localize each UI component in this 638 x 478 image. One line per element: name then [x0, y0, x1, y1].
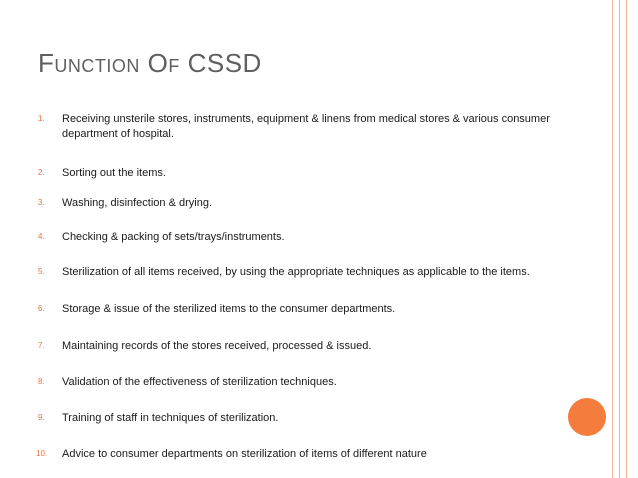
list-item-number: 4.	[38, 232, 45, 241]
list-item-text: Washing, disinfection & drying.	[62, 197, 212, 209]
list-item-text: Receiving unsterile stores, instruments, equipment & linens from medical stores & various consumer department of hospital.	[62, 113, 550, 140]
decorative-line-1	[612, 0, 613, 478]
list-item-text: Advice to consumer departments on sterilization of items of different nature	[62, 448, 427, 460]
list-item-text: Maintaining records of the stores received, processed & issued.	[62, 340, 372, 352]
decorative-line-2	[619, 0, 620, 478]
title-rest-2: F	[168, 56, 180, 76]
list-item-number: 1.	[38, 114, 45, 123]
list-item-number: 2.	[38, 168, 45, 177]
title-word-3: CSSD	[187, 48, 262, 78]
list-item-text: Sorting out the items.	[62, 167, 166, 179]
list-item-number: 10.	[36, 449, 48, 458]
title-rest-1: UNCTION	[54, 56, 140, 76]
list-item-number: 7.	[38, 341, 45, 350]
list-item-number: 9.	[38, 413, 45, 422]
list-item-text: Validation of the effectiveness of sterilization techniques.	[62, 376, 337, 388]
title-cap-2: O	[147, 48, 169, 78]
list-item-text: Sterilization of all items received, by using the appropriate techniques as applicable to the items.	[62, 266, 530, 278]
list-item-number: 6.	[38, 304, 45, 313]
slide-title	[38, 48, 262, 79]
list-item-number: 5.	[38, 267, 45, 276]
list-item-number: 8.	[38, 377, 45, 386]
list-item-text: Training of staff in techniques of sterilization.	[62, 412, 279, 424]
list-item-text: Checking & packing of sets/trays/instruments.	[62, 231, 285, 243]
list-item-text: Storage & issue of the sterilized items to the consumer departments.	[62, 303, 396, 315]
decorative-line-3	[626, 0, 627, 478]
list-item-number: 3.	[38, 198, 45, 207]
decorative-circle	[568, 398, 606, 436]
title-cap-1: F	[38, 48, 55, 78]
